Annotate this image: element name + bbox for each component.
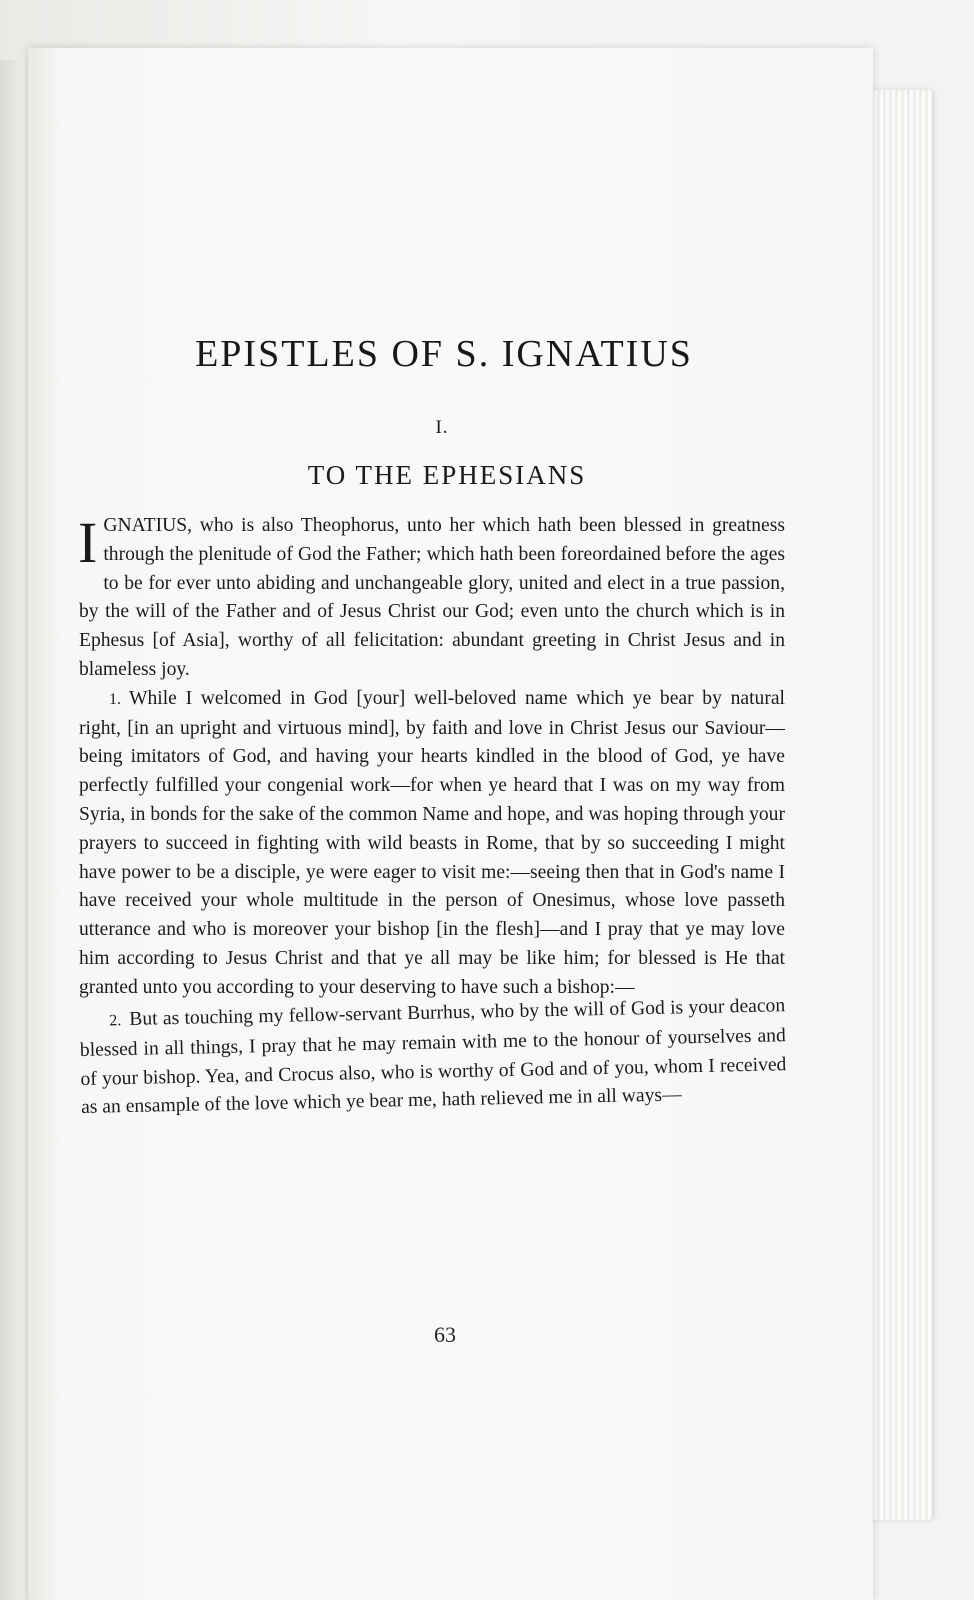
section-title: TO THE EPHESIANS (307, 460, 587, 490)
opening-paragraph (79, 512, 785, 685)
paragraph-1 (79, 685, 785, 1003)
paragraph-2 (79, 992, 787, 1123)
paragraph-1-number: 1. (109, 690, 121, 708)
reverse-page-show-through (110, 180, 810, 227)
paragraph-2-text: But as touching my fellow-servant Burrhus, who by the will of God is your deacon blessed in all things, I pray that he may remain with me to the honour of yourselves and of your bishop. Yea, and Crocus also, who is worthy of God and of you, whom I received as an ensample of the love which ye bear me, hath relieved me in all ways— (79, 994, 787, 1118)
page-text-block (79, 330, 785, 1123)
opening-paragraph-text: GNATIUS, who is also Theophorus, unto her which hath been blessed in greatness through the plenitude of God the Father; which hath been foreordained before the ages to be for ever unto abiding and unchangeable glory, united and elect in a true passion, by the will of the Father and of Jesus Christ our God; even unto the church which is in Ephesus [of Asia], worthy of all felicitation: abundant greeting in Christ Jesus and in blameless joy. (79, 515, 785, 680)
paragraph-2-number: 2. (109, 1011, 122, 1029)
paragraph-1-text: While I welcomed in God [your] well-beloved name which ye bear by natural right, [in an upright and virtuous mind], by faith and love in Christ Jesus our Saviour—being imitators of God, and having your hearts kindled in the blood of God, ye have perfectly fulfilled your congenial work—for when ye heard that I was on my way from Syria, in bonds for the sake of the common Name and hope, and was hoping through your prayers to succeed in fighting with wild beasts in Rome, that by so succeeding I might have power to be a disciple, ye were eager to visit me:—seeing then that in God's name I have received your whole multitude in the person of Onesimus, whose love passeth utterance and who is moreover your bishop [in the flesh]—and I pray that ye may love him according to Jesus Christ and that ye all may be like him; for blessed is He that granted unto you according to your deserving to have such a bishop:— (79, 687, 785, 998)
page-number: 63 (434, 1322, 456, 1347)
section-number: I. (435, 417, 449, 438)
epistle-body (79, 512, 785, 1123)
paragraph-2-wrap (79, 992, 787, 1123)
book-title: EPISTLES OF S. IGNATIUS (195, 333, 693, 375)
drop-cap: I (78, 510, 98, 575)
